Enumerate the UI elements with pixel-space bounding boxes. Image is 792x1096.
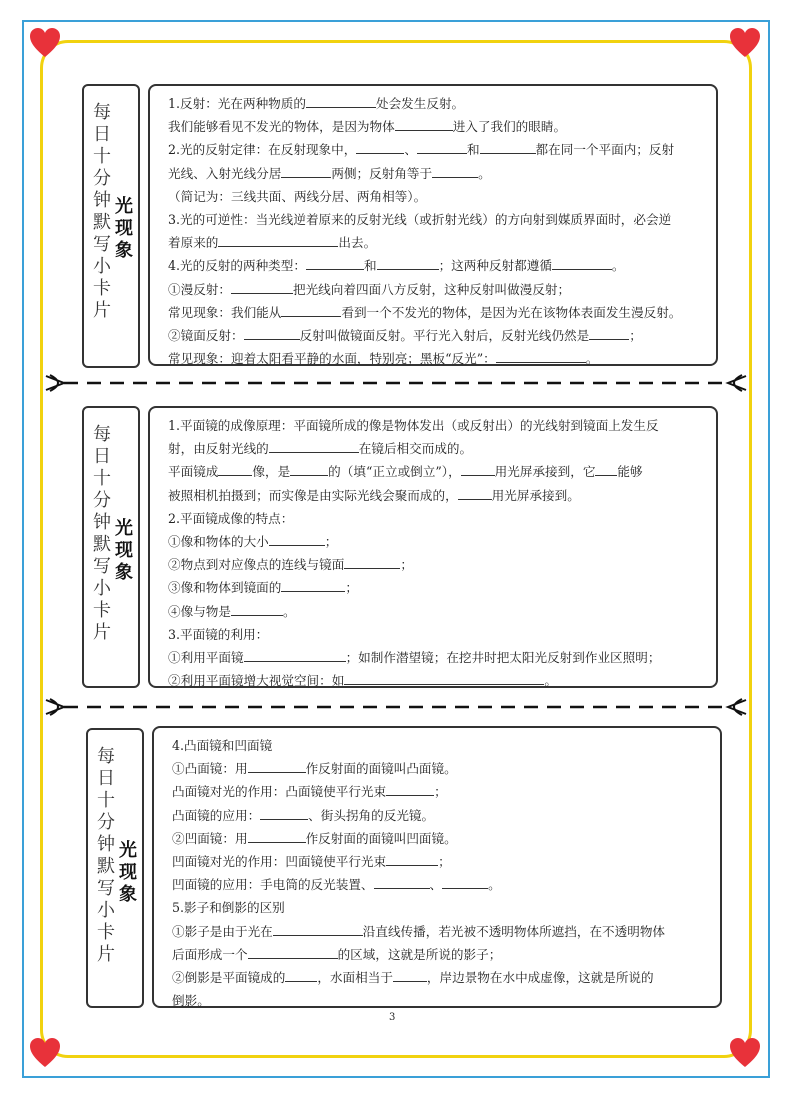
text-segment: 凹面镜对光的作用：凹面镜使平行光束 xyxy=(172,854,387,870)
text-segment: ①利用平面镜 xyxy=(168,650,244,666)
text-line xyxy=(172,873,710,896)
text-segment: 看到一个不发光的物体，是因为光在该物体表面发生漫反射。 xyxy=(341,304,682,320)
text-segment: ，岸边景物在水中成虚像，这就是所说的 xyxy=(426,970,654,986)
fill-blank xyxy=(285,967,317,982)
text-line xyxy=(172,920,710,943)
text-segment: 被照相机拍摄到；而实像是由实际光线会聚而成的， xyxy=(168,487,458,503)
text-segment: 作反射面的面镜叫凸面镜。 xyxy=(305,761,457,777)
card-side-label xyxy=(82,84,140,368)
text-segment: ①影子是由于光在 xyxy=(172,923,273,939)
text-line xyxy=(168,254,706,277)
fill-blank xyxy=(589,325,629,340)
card-text xyxy=(168,414,706,692)
fill-blank xyxy=(281,163,331,178)
fill-blank xyxy=(458,485,492,500)
text-segment: 处会发生反射。 xyxy=(375,96,465,111)
text-line xyxy=(172,734,710,757)
fill-blank xyxy=(344,554,400,569)
text-segment: 4.光的反射的两种类型： xyxy=(168,258,306,274)
text-segment: 凸面镜对光的作用：凸面镜使平行光束 xyxy=(172,784,387,800)
fill-blank xyxy=(432,163,478,178)
text-line xyxy=(168,92,706,115)
text-segment: 1.平面镜的成像原理：平面镜所成的像是物体发出（或反射出）的光线射到镜面上发生反 xyxy=(168,418,659,433)
text-line xyxy=(168,437,706,460)
text-line xyxy=(172,896,710,919)
text-segment: 着原来的 xyxy=(168,235,219,251)
text-segment: 反射叫做镜面反射。平行光入射后，反射光线仍然是 xyxy=(299,328,590,344)
text-segment: 把光线向着四面八方反射，这种反射叫做漫反射； xyxy=(292,281,571,297)
heart-icon xyxy=(28,1036,62,1070)
text-line xyxy=(172,827,710,850)
text-segment: 用光屏承接到。 xyxy=(491,487,580,503)
fill-blank xyxy=(244,325,300,340)
text-segment: 。 xyxy=(488,877,501,893)
cut-line xyxy=(44,696,748,718)
card-text xyxy=(168,92,706,370)
side-topic: 光现象 xyxy=(115,196,133,261)
text-line xyxy=(172,966,710,989)
text-segment: ①像和物体的大小 xyxy=(168,534,269,550)
side-title: 每日十分钟默写小卡片 xyxy=(93,102,111,321)
page-number: 3 xyxy=(389,1012,396,1023)
text-segment: 的（填“正立或倒立”）， xyxy=(328,464,461,480)
text-line xyxy=(168,623,706,646)
text-segment: 的区域，这就是所说的影子； xyxy=(337,946,502,962)
fill-blank xyxy=(442,874,488,889)
fill-blank xyxy=(595,461,617,476)
fill-blank xyxy=(218,232,338,247)
text-segment: （简记为：三线共面、两线分居、两角相等）。 xyxy=(168,188,427,204)
text-line xyxy=(168,553,706,576)
text-segment: 凹面镜的应用：手电筒的反光装置、 xyxy=(172,877,374,893)
text-segment: ①凸面镜：用 xyxy=(172,761,248,777)
text-segment: 、街头拐角的反光镜。 xyxy=(308,807,435,823)
fill-blank xyxy=(386,781,434,796)
text-segment: 、 xyxy=(429,877,443,893)
text-segment: 和 xyxy=(363,258,377,274)
card-text xyxy=(172,734,710,1012)
fill-blank xyxy=(269,438,359,453)
text-segment: 光线、入射光线分居 xyxy=(168,165,282,181)
text-segment: 用光屏承接到，它 xyxy=(494,464,596,480)
text-segment: ②物点到对应像点的连线与镜面 xyxy=(168,557,345,573)
text-segment: ； xyxy=(434,784,447,800)
text-segment: 射，由反射光线的 xyxy=(168,441,269,457)
fill-blank xyxy=(552,255,612,270)
text-segment: ①漫反射： xyxy=(168,281,231,297)
card-side-label xyxy=(86,728,144,1008)
text-segment: ；如制作潜望镜；在挖井时把太阳光反射到作业区照明； xyxy=(345,650,661,666)
text-line xyxy=(168,138,706,161)
heart-icon xyxy=(728,26,762,60)
fill-blank xyxy=(395,116,453,131)
text-segment: ； xyxy=(324,534,338,550)
text-line xyxy=(168,460,706,483)
fill-blank xyxy=(377,255,439,270)
text-segment: ②利用平面镜增大视觉空间：如 xyxy=(168,673,345,689)
text-line xyxy=(168,185,706,208)
text-segment: 、 xyxy=(404,142,417,158)
text-segment: 1.反射：光在两种物质的 xyxy=(168,96,306,111)
side-title: 每日十分钟默写小卡片 xyxy=(93,424,111,643)
text-segment: 和 xyxy=(466,142,480,158)
text-segment: ； xyxy=(438,854,451,870)
fill-blank xyxy=(281,302,341,317)
text-segment: 凸面镜的应用： xyxy=(172,807,261,823)
text-segment: 平面镜成 xyxy=(168,464,219,480)
text-line xyxy=(172,804,710,827)
fill-blank xyxy=(248,828,306,843)
text-segment: 3.光的可逆性：当光线逆着原来的反射光线（或折射光线）的方向射到媒质界面时，必会逆 xyxy=(168,212,672,228)
text-segment: 4.凸面镜和凹面镜 xyxy=(172,738,273,753)
text-segment: ②倒影是平面镜成的 xyxy=(172,970,286,986)
text-line xyxy=(168,507,706,530)
fill-blank xyxy=(231,279,293,294)
fill-blank xyxy=(244,647,346,662)
text-line xyxy=(172,757,710,780)
cut-line xyxy=(44,372,748,394)
text-segment: ，水面相当于 xyxy=(317,970,393,986)
text-line xyxy=(168,414,706,437)
fill-blank xyxy=(290,461,328,476)
text-segment: ； xyxy=(345,580,358,596)
text-segment: ④像与物是 xyxy=(168,603,231,619)
text-line xyxy=(168,646,706,669)
text-line xyxy=(172,850,710,873)
text-segment: 5.影子和倒影的区别 xyxy=(172,900,285,916)
fill-blank xyxy=(306,93,376,108)
text-line xyxy=(168,301,706,324)
text-segment: 在镜后相交而成的。 xyxy=(358,441,473,457)
fill-blank xyxy=(386,851,438,866)
side-topic: 光现象 xyxy=(119,840,137,905)
text-segment: ②镜面反射： xyxy=(168,328,244,344)
side-topic: 光现象 xyxy=(115,518,133,583)
text-segment: 我们能够看见不发光的物体，是因为物体 xyxy=(168,119,395,135)
text-line xyxy=(168,530,706,553)
text-line xyxy=(168,115,706,138)
text-segment: 出去。 xyxy=(338,235,377,251)
text-segment: 进入了我们的眼睛。 xyxy=(452,119,567,135)
text-segment: 两侧；反射角等于 xyxy=(331,165,433,181)
card-side-label xyxy=(82,406,140,688)
text-segment: 。 xyxy=(478,165,491,181)
text-segment: 倒影。 xyxy=(172,993,210,1009)
text-segment: 常见现象：我们能从 xyxy=(168,304,282,320)
card-content-3 xyxy=(152,726,722,1008)
heart-icon xyxy=(728,1036,762,1070)
fill-blank xyxy=(374,874,430,889)
text-segment: 2.平面镜成像的特点： xyxy=(168,510,294,526)
text-line xyxy=(168,324,706,347)
text-line xyxy=(168,162,706,185)
side-title: 每日十分钟默写小卡片 xyxy=(97,746,115,965)
fill-blank xyxy=(281,577,345,592)
text-segment: 3.平面镜的利用： xyxy=(168,626,269,642)
fill-blank xyxy=(344,670,544,685)
text-line xyxy=(168,347,706,370)
fill-blank xyxy=(248,758,306,773)
text-segment: ；这两种反射都遵循 xyxy=(438,258,552,274)
fill-blank xyxy=(480,139,536,154)
text-segment: 能够 xyxy=(617,464,643,480)
fill-blank xyxy=(260,805,308,820)
text-segment: 。 xyxy=(585,351,599,367)
text-line xyxy=(172,989,710,1012)
text-segment: 。 xyxy=(282,603,296,619)
text-line xyxy=(168,231,706,254)
text-line xyxy=(172,780,710,803)
fill-blank xyxy=(269,531,325,546)
text-segment: 都在同一个平面内；反射 xyxy=(535,142,675,158)
card-content-2 xyxy=(148,406,718,688)
fill-blank xyxy=(218,461,252,476)
text-line xyxy=(168,576,706,599)
text-segment: ； xyxy=(629,328,642,344)
text-line xyxy=(172,943,710,966)
fill-blank xyxy=(356,139,404,154)
text-segment: 。 xyxy=(611,258,625,274)
text-segment: 。 xyxy=(544,673,557,689)
text-segment: 常见现象：迎着太阳看平静的水面，特别亮；黑板“反光”： xyxy=(168,351,496,367)
text-segment: 2.光的反射定律：在反射现象中， xyxy=(168,142,357,158)
fill-blank xyxy=(248,944,338,959)
text-segment: 作反射面的面镜叫凹面镜。 xyxy=(305,830,457,846)
text-segment: 像，是 xyxy=(252,464,291,480)
text-line xyxy=(168,669,706,692)
text-line xyxy=(168,600,706,623)
fill-blank xyxy=(496,348,586,363)
text-line xyxy=(168,208,706,231)
text-segment: ②凹面镜：用 xyxy=(172,830,248,846)
text-segment: 后面形成一个 xyxy=(172,946,248,962)
text-segment: 沿直线传播，若光被不透明物体所遮挡，在不透明物体 xyxy=(362,923,665,939)
heart-icon xyxy=(28,26,62,60)
fill-blank xyxy=(306,255,364,270)
fill-blank xyxy=(417,139,467,154)
text-line xyxy=(168,484,706,507)
fill-blank xyxy=(231,601,283,616)
fill-blank xyxy=(393,967,427,982)
fill-blank xyxy=(273,921,363,936)
text-segment: ③像和物体到镜面的 xyxy=(168,580,282,596)
text-segment: ； xyxy=(400,557,413,573)
card-content-1 xyxy=(148,84,718,366)
text-line xyxy=(168,278,706,301)
fill-blank xyxy=(461,461,495,476)
